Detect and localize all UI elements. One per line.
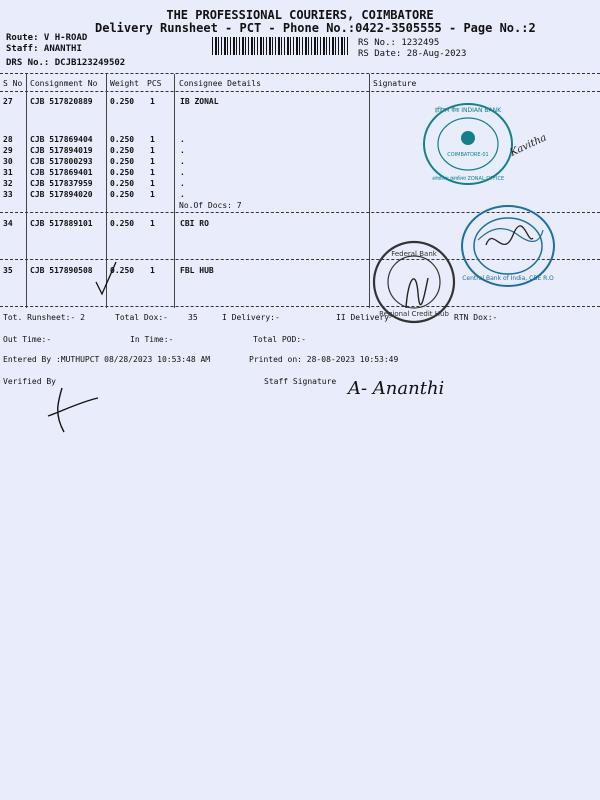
row-consignment: CJB 517894019 — [30, 146, 93, 155]
rs-number: RS No.: 1232495 — [358, 38, 440, 48]
row-consignee: CBI RO — [180, 219, 209, 228]
stamp-text: इंडियन बैंक INDIAN BANK — [434, 107, 502, 114]
row-weight: 0.250 — [110, 266, 135, 275]
verified-by: Verified By — [3, 377, 56, 386]
stamp-text: Central Bank of India, CBE R.O — [462, 275, 554, 282]
row-sno: 31 — [3, 168, 13, 177]
stamp-text: COIMBATORE-01 — [447, 152, 489, 158]
divider — [0, 73, 600, 74]
row-weight: 0.250 — [110, 168, 135, 177]
row-sno: 28 — [3, 135, 13, 144]
row-weight: 0.250 — [110, 219, 135, 228]
entered-by: Entered By :MUTHUPCT 08/28/2023 10:53:48 AM — [3, 355, 211, 364]
row-consignee: . — [180, 157, 185, 166]
row-pcs: 1 — [150, 190, 155, 199]
printed-on: Printed on: 28-08-2023 10:53:49 — [249, 355, 399, 364]
row-sno: 29 — [3, 146, 13, 155]
runsheet-subtitle: Delivery Runsheet - PCT - Phone No.:0422-3505555 - Page No.:2 — [95, 21, 536, 35]
col-signature: Signature — [373, 79, 417, 88]
row-sno: 32 — [3, 179, 13, 188]
row-pcs: 1 — [150, 146, 155, 155]
row-consignment: CJB 517869404 — [30, 135, 93, 144]
row-pcs: 1 — [150, 157, 155, 166]
col-sno: S No — [3, 79, 23, 88]
stamp-text: Regional Credit Hub — [379, 310, 449, 318]
bank-logo-icon — [461, 131, 475, 145]
handwritten-signature: Kavitha — [508, 132, 549, 159]
staff-signature-label: Staff Signature — [264, 377, 337, 386]
col-consignment: Consignment No — [30, 79, 98, 88]
total-pod: Total POD:- — [253, 335, 306, 344]
row-pcs: 1 — [150, 266, 155, 275]
in-time: In Time:- — [130, 335, 174, 344]
row-consignee: . — [180, 135, 185, 144]
column-line — [26, 74, 27, 308]
row-pcs: 1 — [150, 179, 155, 188]
divider — [0, 91, 600, 92]
row-sno: 33 — [3, 190, 13, 199]
row-consignee: . — [180, 168, 185, 177]
row-weight: 0.250 — [110, 157, 135, 166]
row-pcs: 1 — [150, 97, 155, 106]
row-sno: 27 — [3, 97, 13, 106]
row-consignment: CJB 517889101 — [30, 219, 93, 228]
row-sno: 34 — [3, 219, 13, 228]
tick-mark — [92, 258, 120, 298]
row-consignment: CJB 517894020 — [30, 190, 93, 199]
indian-bank-stamp — [418, 98, 549, 190]
row-consignment: CJB 517800293 — [30, 157, 93, 166]
col-weight: Weight — [110, 79, 139, 88]
row-sno: 30 — [3, 157, 13, 166]
out-time: Out Time:- — [3, 335, 52, 344]
row-consignment: CJB 517869401 — [30, 168, 93, 177]
row-consignment: CJB 517890508 — [30, 266, 93, 275]
col-consignee: Consignee Details — [179, 79, 261, 88]
row-pcs: 1 — [150, 168, 155, 177]
central-bank-stamp — [458, 200, 562, 288]
barcode-image — [212, 37, 348, 55]
stamp-text: Federal Bank — [391, 250, 437, 258]
row-weight: 0.250 — [110, 135, 135, 144]
federal-bank-stamp — [366, 238, 466, 324]
drs-number: DRS No.: DCJB123249502 — [6, 58, 126, 68]
rs-date: RS Date: 28-Aug-2023 — [358, 49, 467, 59]
row-consignee: IB ZONAL — [180, 97, 219, 106]
rtn-dox: RTN Dox:- — [454, 313, 498, 322]
column-line — [174, 74, 175, 308]
handwritten-signature: A- Ananthi — [348, 378, 445, 399]
ii-delivery: II Delivery — [336, 313, 389, 322]
row-consignee: FBL HUB — [180, 266, 214, 275]
no-of-docs: No.Of Docs: 7 — [179, 201, 242, 210]
row-weight: 0.250 — [110, 146, 135, 155]
row-sno: 35 — [3, 266, 13, 275]
staff-label: Staff: ANANTHI — [6, 44, 82, 54]
verified-signature — [40, 380, 110, 436]
row-consignment: CJB 517820889 — [30, 97, 93, 106]
total-dox-value: 35 — [188, 313, 198, 322]
row-consignee: . — [180, 179, 185, 188]
tot-runsheet: Tot. Runsheet:- 2 — [3, 313, 85, 322]
company-title: THE PROFESSIONAL COURIERS, COIMBATORE — [166, 8, 434, 22]
total-dox-label: Total Dox:- — [115, 313, 168, 322]
row-consignee: . — [180, 190, 185, 199]
row-weight: 0.250 — [110, 179, 135, 188]
row-pcs: 1 — [150, 219, 155, 228]
row-consignee: . — [180, 146, 185, 155]
col-pcs: PCS — [147, 79, 162, 88]
row-pcs: 1 — [150, 135, 155, 144]
stamp-text: आंचलिक कार्यालय ZONAL OFFICE — [431, 176, 505, 182]
row-weight: 0.250 — [110, 97, 135, 106]
row-weight: 0.250 — [110, 190, 135, 199]
divider — [0, 306, 600, 307]
i-delivery: I Delivery:- — [222, 313, 280, 322]
row-consignment: CJB 517837959 — [30, 179, 93, 188]
route-label: Route: V H-ROAD — [6, 33, 88, 43]
staff-signature — [346, 372, 458, 402]
